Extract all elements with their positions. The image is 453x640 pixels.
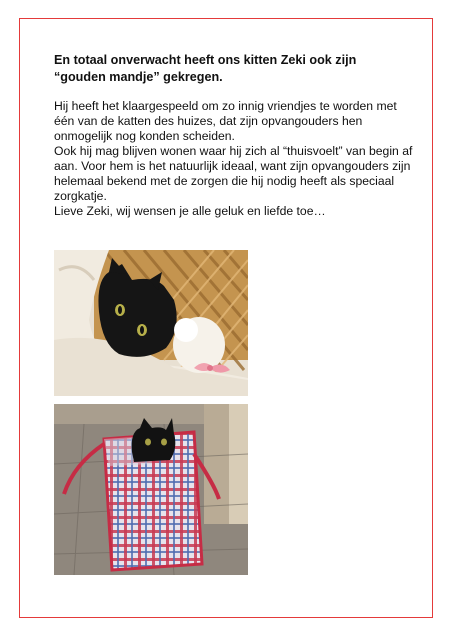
photo-kitten-in-basket xyxy=(54,250,248,396)
title-line-1: En totaal onverwacht heeft ons kitten Zeki ook zijn xyxy=(54,53,357,67)
body-text xyxy=(54,99,418,219)
kitten-basket-image xyxy=(54,250,248,396)
kitten-bag-image xyxy=(54,404,248,575)
paragraph-3: Lieve Zeki, wij wensen je alle geluk en liefde toe… xyxy=(54,204,326,218)
page-title xyxy=(54,52,414,86)
paragraph-2: Ook hij mag blijven wonen waar hij zich al “thuisvoelt” van begin af aan. Voor hem is het natuurlijk ideaal, want zijn opvangouders zijn helemaal bekend met de zorgen die hij nodig heeft als speciaal zorgkatje. xyxy=(54,144,413,203)
paragraph-1: Hij heeft het klaargespeeld om zo innig vriendjes te worden met één van de katten des huizes, dat zijn opvangouders hen onmogelijk nog konden scheiden. xyxy=(54,99,397,143)
title-line-2: “gouden mandje” gekregen. xyxy=(54,70,223,84)
photo-kitten-in-bag xyxy=(54,404,248,575)
